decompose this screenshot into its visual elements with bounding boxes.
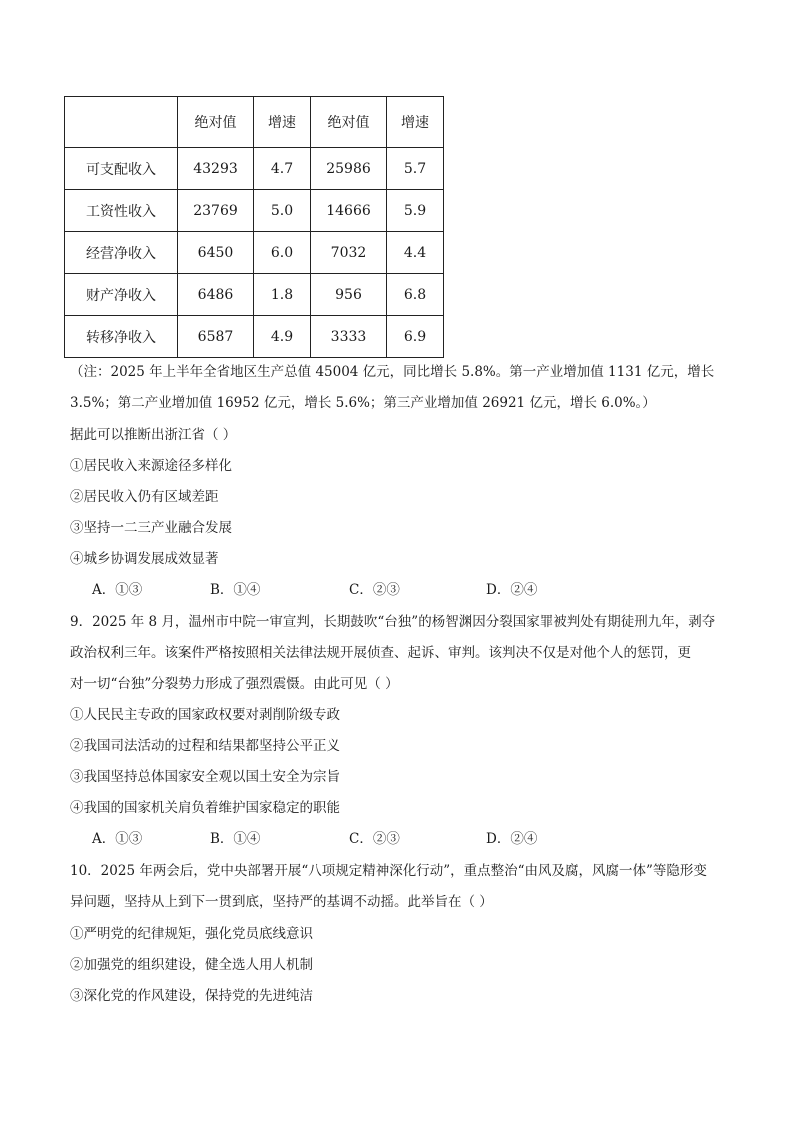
table-cell: 4.9 [254,316,311,358]
option-statement: ②加强党的组织建设，健全选人用人机制 [70,957,313,973]
table-cell: 956 [311,274,387,316]
table-cell: 6587 [178,316,254,358]
table-row [65,316,444,358]
option-statement: ③我国坚持总体国家安全观以国土安全为宗旨 [70,769,340,785]
table-cell: 5.7 [387,148,444,190]
option-statement: ②我国司法活动的过程和结果都坚持公平正义 [70,738,340,754]
table-cell: 工资性收入 [65,190,178,232]
question-stem: 政治权利三年。该案件严格按照相关法律法规开展侦查、起诉、审判。该判决不仅是对他个人的惩罚，更 [70,645,691,661]
option-statement: ④我国的国家机关肩负着维护国家稳定的职能 [70,800,340,816]
table-cell: 6450 [178,232,254,274]
choice-b: B．①④ [210,831,261,847]
choice-d: D．②④ [486,582,538,598]
option-statement: ①人民民主专政的国家政权要对剥削阶级专政 [70,707,340,723]
option-statement: ①居民收入来源途径多样化 [70,458,232,474]
table-cell: 经营净收入 [65,232,178,274]
table-cell: 6486 [178,274,254,316]
choice-a: A．①③ [92,831,143,847]
table-cell: 4.7 [254,148,311,190]
option-statement: ③深化党的作风建设，保持党的先进纯洁 [70,988,313,1004]
choice-d: D．②④ [486,831,538,847]
table-row [65,190,444,232]
table-cell: 43293 [178,148,254,190]
option-statement: ④城乡协调发展成效显著 [70,551,219,567]
table-cell: 6.8 [387,274,444,316]
table-cell: 6.0 [254,232,311,274]
table-header-cell: 增速 [254,97,311,148]
table-cell: 6.9 [387,316,444,358]
question-stem: 10．2025 年两会后，党中央部署开展“八项规定精神深化行动”，重点整治“由风及腐，风腐一体”等隐形变 [70,863,707,879]
table-cell: 5.0 [254,190,311,232]
option-statement: ③坚持一二三产业融合发展 [70,520,232,536]
question-stem: 对一切“台独”分裂势力形成了强烈震慑。由此可见（ ） [70,676,399,692]
choice-a: A．①③ [92,582,143,598]
question-stem: 据此可以推断出浙江省（ ） [70,427,237,443]
table-note-line: 3.5%；第二产业增加值 16952 亿元，增长 5.6%；第三产业增加值 26921 亿元，增长 6.0%。） [70,395,656,411]
table-row [65,274,444,316]
table-cell: 7032 [311,232,387,274]
table-note-line: （注：2025 年上半年全省地区生产总值 45004 亿元，同比增长 5.8%。第一产业增加值 1131 亿元，增长 [70,364,715,380]
table-cell: 财产净收入 [65,274,178,316]
table-header-cell: 绝对值 [178,97,254,148]
table-cell: 4.4 [387,232,444,274]
table-cell: 25986 [311,148,387,190]
table-cell: 1.8 [254,274,311,316]
table-header-cell: 绝对值 [311,97,387,148]
table-header-cell: 增速 [387,97,444,148]
table-header-cell [65,97,178,148]
table-row [65,232,444,274]
choice-c: C．②③ [349,582,400,598]
question-stem: 9．2025 年 8 月，温州市中院一审宣判，长期鼓吹“台独”的杨智渊因分裂国家罪被判处有期徒刑九年，剥夺 [70,614,716,630]
table-cell: 14666 [311,190,387,232]
option-statement: ②居民收入仍有区域差距 [70,489,219,505]
income-table [64,96,444,358]
table-header-row [65,97,444,148]
option-statement: ①严明党的纪律规矩，强化党员底线意识 [70,926,313,942]
question-stem: 异问题，坚持从上到下一贯到底，坚持严的基调不动摇。此举旨在（ ） [70,894,493,910]
choice-c: C．②③ [349,831,400,847]
table-cell: 23769 [178,190,254,232]
table-cell: 可支配收入 [65,148,178,190]
table-cell: 5.9 [387,190,444,232]
table-cell: 3333 [311,316,387,358]
table-row [65,148,444,190]
table-cell: 转移净收入 [65,316,178,358]
choice-b: B．①④ [210,582,261,598]
